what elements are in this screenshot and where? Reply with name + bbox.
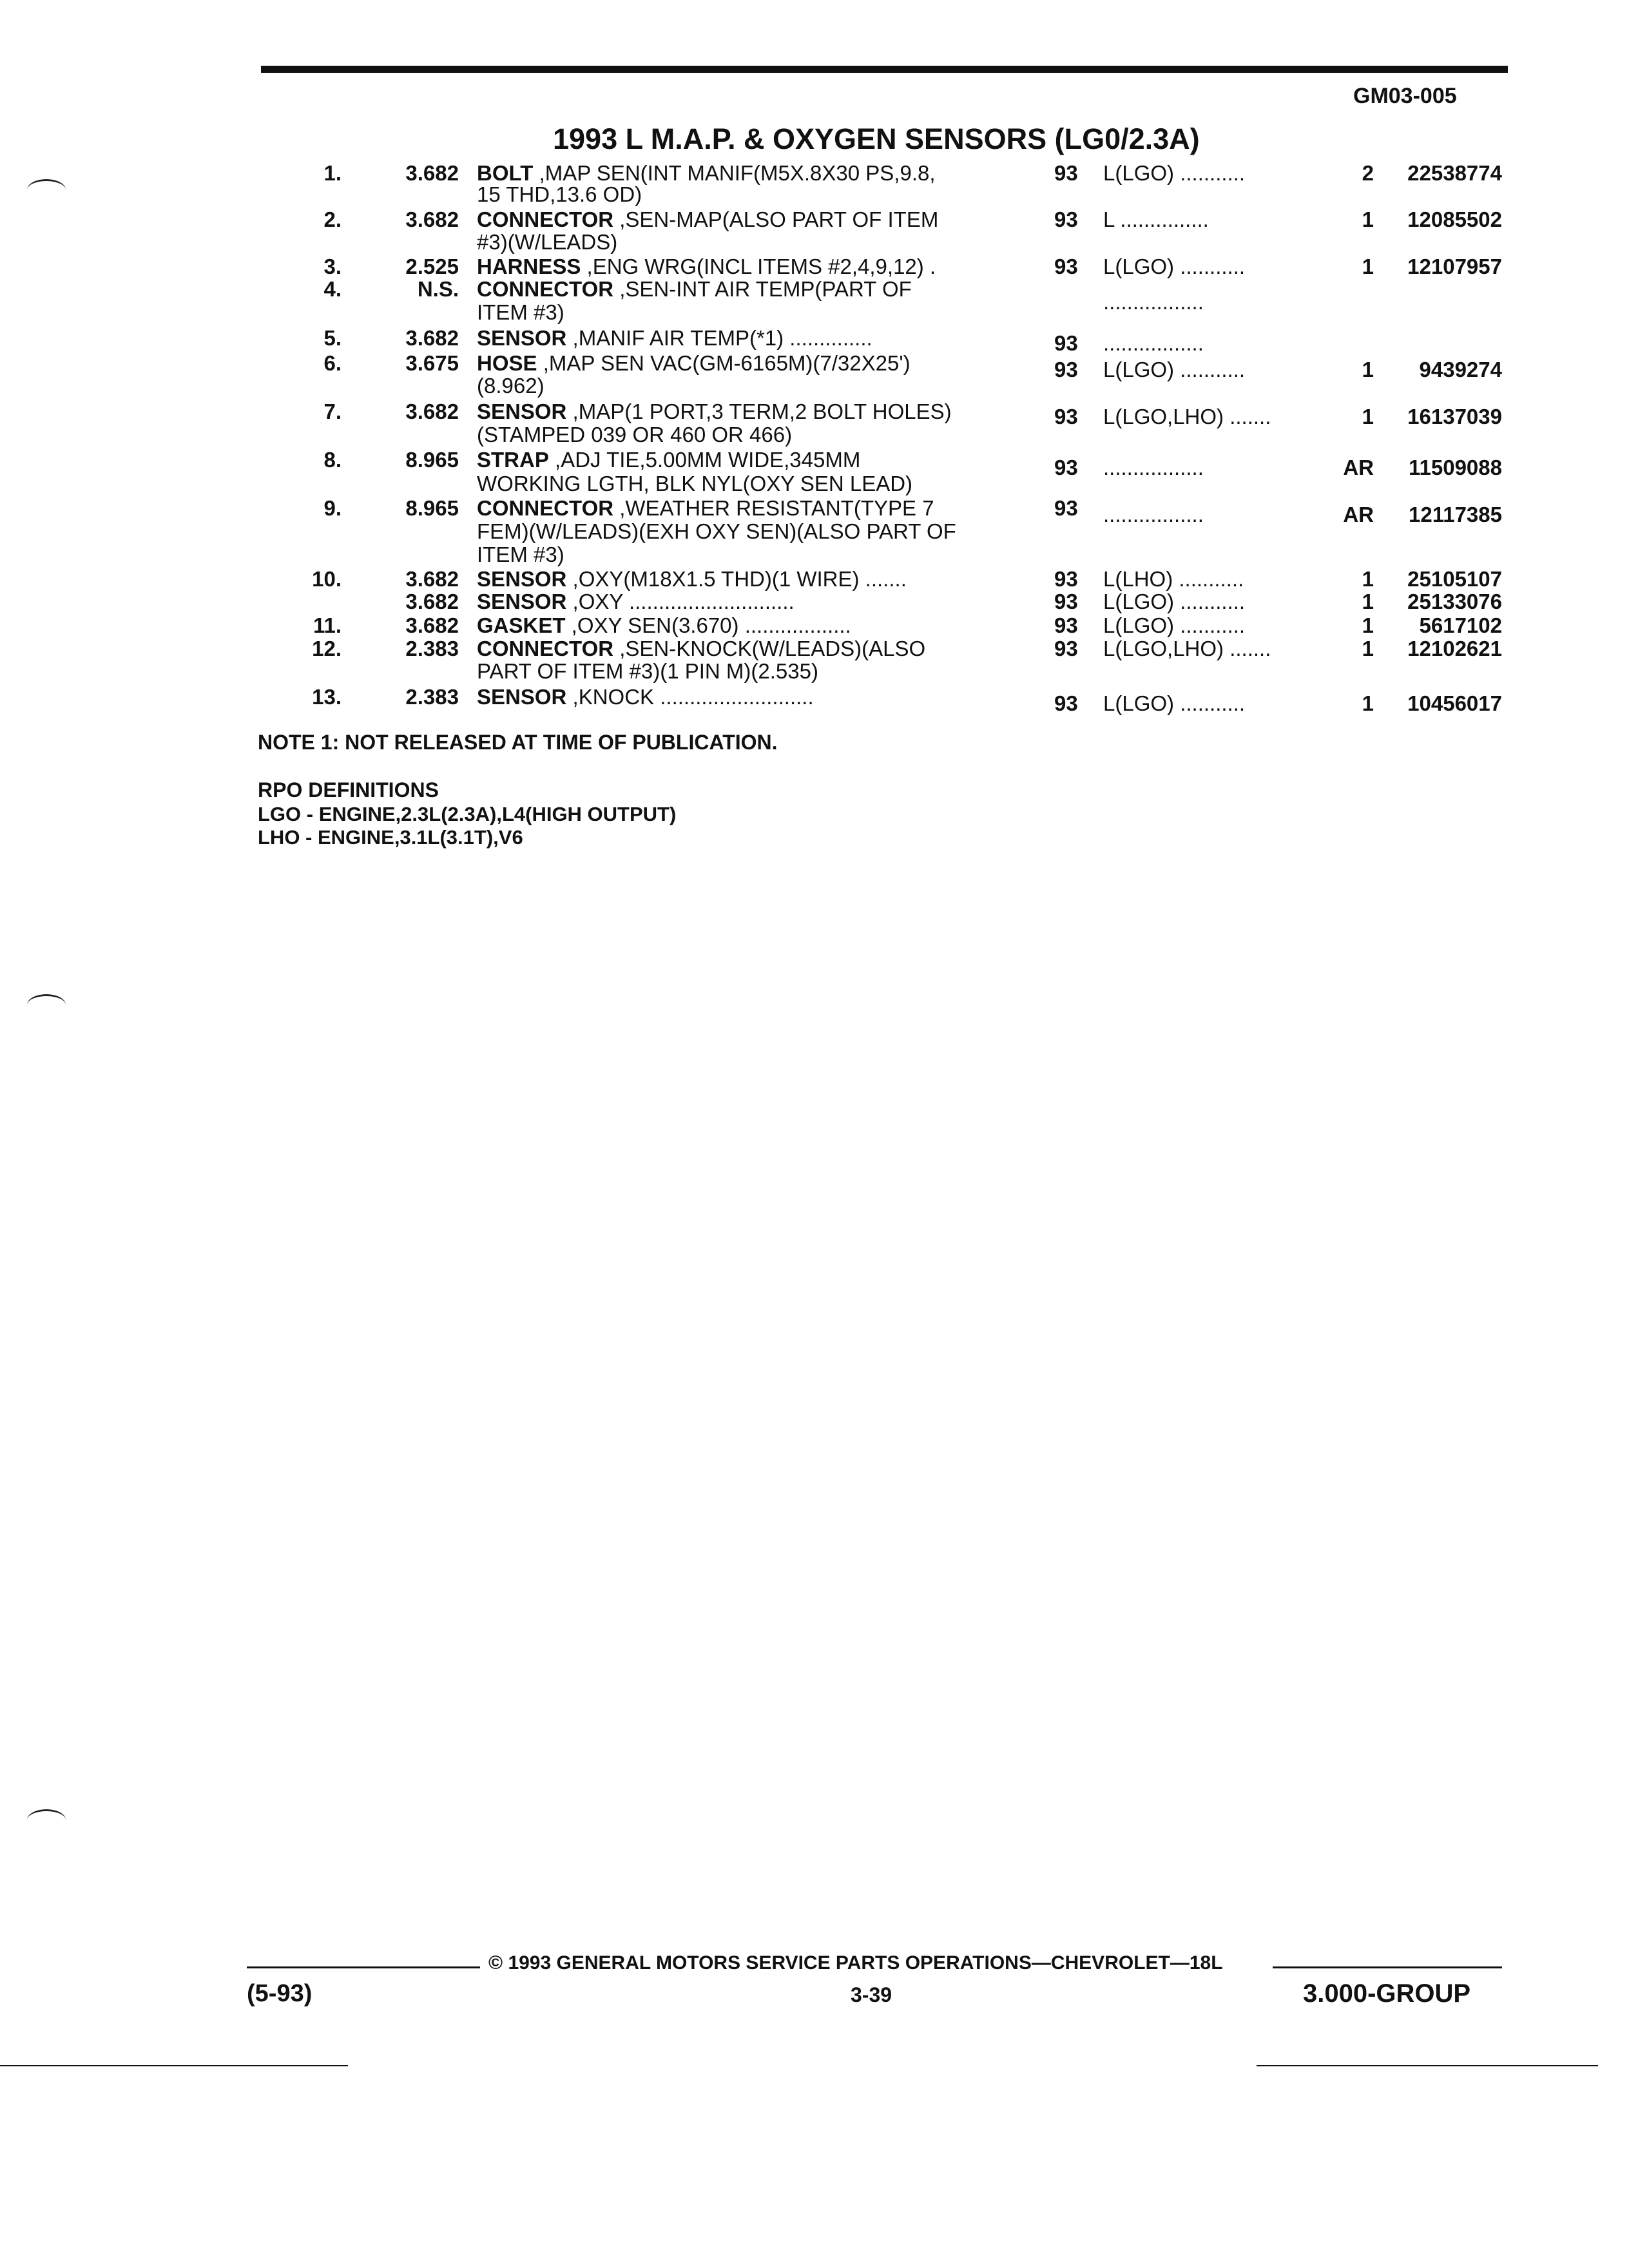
item-number: 3. [323,255,342,278]
item-application: L(LGO,LHO) ....... [1103,405,1271,428]
item-number: 9. [323,496,342,520]
item-description [477,637,925,660]
item-application: L(LGO) ........... [1103,590,1246,613]
item-ref: 2.383 [405,637,459,660]
item-name: CONNECTOR [477,207,614,231]
item-name: GASKET [477,613,566,637]
item-desc-text: ,MAP SEN VAC(GM-6165M)(7/32X25') [537,351,911,375]
item-qty: 1 [1362,637,1374,660]
item-desc-text: ITEM #3) [477,543,564,566]
item-description [477,567,907,591]
item-year: 93 [1054,456,1078,479]
item-number: 1. [323,161,342,185]
item-application: ................. [1103,331,1204,355]
item-name: HARNESS [477,255,581,278]
item-description [477,448,860,472]
item-name: SENSOR [477,590,567,613]
item-name: BOLT [477,161,534,185]
item-desc-text: ,ADJ TIE,5.00MM WIDE,345MM [548,448,861,472]
item-name: SENSOR [477,685,567,709]
item-number: 2. [323,207,342,231]
document-code: GM03-005 [1353,84,1457,108]
item-application: L(LGO) ........... [1103,255,1246,278]
item-qty: AR [1343,456,1374,479]
item-desc-text: FEM)(W/LEADS)(EXH OXY SEN)(ALSO PART OF [477,519,956,543]
item-part-number: 12117385 [1408,503,1502,526]
top-rule [261,66,1508,73]
item-number: 5. [323,326,342,350]
item-name: CONNECTOR [477,277,614,301]
item-description [477,161,936,185]
item-qty: 1 [1362,405,1374,428]
item-description [477,472,912,495]
item-ref: 3.682 [405,613,459,637]
item-qty: 1 [1362,691,1374,715]
footer-rule-right [1273,1966,1502,1968]
item-ref: 3.682 [405,399,459,423]
item-number: 8. [323,448,342,472]
item-part-number: 12102621 [1407,637,1502,660]
item-name: CONNECTOR [477,637,614,660]
item-desc-text: ,WEATHER RESISTANT(TYPE 7 [613,496,934,520]
item-desc-text: PART OF ITEM #3)(1 PIN M)(2.535) [477,659,818,683]
item-qty: AR [1343,503,1374,526]
item-application: L(LGO) ........... [1103,691,1246,715]
item-part-number: 25105107 [1407,567,1502,591]
item-name: SENSOR [477,399,567,423]
group-label: 3.000-GROUP [1303,1979,1471,2008]
item-description [477,659,818,683]
item-description [477,326,872,350]
item-desc-text: ,SEN-MAP(ALSO PART OF ITEM [613,207,939,231]
item-year: 93 [1054,255,1078,278]
bottom-rule [0,2065,348,2066]
item-part-number: 12085502 [1407,207,1502,231]
item-desc-text: ,MAP SEN(INT MANIF(M5X.8X30 PS,9.8, [533,161,936,185]
item-description [477,300,564,324]
item-number: 4. [323,277,342,301]
item-ref: 2.525 [405,255,459,278]
item-part-number: 5617102 [1419,613,1502,637]
item-description [477,374,545,398]
item-description [477,255,936,278]
item-ref: 3.682 [405,207,459,231]
item-desc-text: ,SEN-INT AIR TEMP(PART OF [613,277,912,301]
item-desc-text: (STAMPED 039 OR 460 OR 466) [477,423,793,447]
page-title: 1993 L M.A.P. & OXYGEN SENSORS (LG0/2.3A) [553,122,1200,155]
item-description [477,590,795,613]
revision-date: (5-93) [247,1980,313,2007]
item-desc-text: ,MAP(1 PORT,3 TERM,2 BOLT HOLES) [566,399,952,423]
item-application: L ............... [1103,207,1209,231]
item-application: L(LHO) ........... [1103,567,1244,591]
item-desc-text: ,OXY ............................ [566,590,795,613]
item-description [477,543,564,566]
item-qty: 1 [1362,567,1374,591]
item-application: L(LGO) ........... [1103,613,1246,637]
item-name: SENSOR [477,326,567,350]
item-year: 93 [1054,496,1078,520]
item-year: 93 [1054,613,1078,637]
item-qty: 1 [1362,590,1374,613]
item-ref: N.S. [417,277,459,301]
item-number: 12. [312,637,342,660]
item-application: L(LGO,LHO) ....... [1103,637,1271,660]
item-ref: 8.965 [405,496,459,520]
item-desc-text: ,ENG WRG(INCL ITEMS #2,4,9,12) . [581,255,936,278]
item-desc-text: ,MANIF AIR TEMP(*1) .............. [566,326,872,350]
item-description [477,277,912,301]
item-application: ................. [1103,456,1204,479]
rpo-definition: LGO - ENGINE,2.3L(2.3A),L4(HIGH OUTPUT) [258,803,677,825]
item-ref: 3.682 [405,590,459,613]
item-application: ................. [1103,290,1204,314]
item-desc-text: ,OXY SEN(3.670) .................. [565,613,851,637]
item-year: 93 [1054,405,1078,428]
item-name: STRAP [477,448,549,472]
item-desc-text: ITEM #3) [477,300,564,324]
item-number: 10. [312,567,342,591]
item-desc-text: ,KNOCK .......................... [566,685,814,709]
item-description [477,399,952,423]
item-description [477,496,934,520]
item-application: L(LGO) ........... [1103,161,1246,185]
publication-note: NOTE 1: NOT RELEASED AT TIME OF PUBLICATION. [258,731,778,754]
item-number: 13. [312,685,342,709]
item-number: 11. [313,613,342,637]
item-ref: 8.965 [405,448,459,472]
item-description [477,423,792,447]
item-part-number: 10456017 [1407,691,1502,715]
item-year: 93 [1054,358,1078,381]
item-qty: 1 [1362,613,1374,637]
item-year: 93 [1054,637,1078,660]
item-description [477,207,938,231]
item-desc-text: WORKING LGTH, BLK NYL(OXY SEN LEAD) [477,472,913,495]
item-qty: 1 [1362,358,1374,381]
item-name: HOSE [477,351,537,375]
item-number: 6. [323,351,342,375]
item-number: 7. [323,399,342,423]
item-year: 93 [1054,207,1078,231]
item-desc-text: ,SEN-KNOCK(W/LEADS)(ALSO [613,637,926,660]
item-part-number: 9439274 [1419,358,1502,381]
item-ref: 3.682 [405,567,459,591]
binder-punch-mark [27,1809,66,1831]
rpo-definition: LHO - ENGINE,3.1L(3.1T),V6 [258,826,523,849]
item-description [477,351,911,375]
item-part-number: 16137039 [1407,405,1502,428]
item-ref: 3.682 [405,326,459,350]
item-year: 93 [1054,691,1078,715]
item-description [477,685,814,709]
item-year: 93 [1054,161,1078,185]
footer-rule-left [247,1966,480,1968]
item-desc-text: 15 THD,13.6 OD) [477,182,642,206]
binder-punch-mark [27,179,66,200]
item-description [477,613,851,637]
item-application: L(LGO) ........... [1103,358,1246,381]
item-year: 93 [1054,331,1078,355]
item-part-number: 11509088 [1408,456,1502,479]
copyright-line: © 1993 GENERAL MOTORS SERVICE PARTS OPERATIONS—CHEVROLET—18L [488,1952,1223,1974]
item-application: ................. [1103,503,1204,526]
item-name: CONNECTOR [477,496,614,520]
item-name: SENSOR [477,567,567,591]
item-desc-text: (8.962) [477,374,545,398]
item-ref: 3.675 [405,351,459,375]
item-year: 93 [1054,567,1078,591]
page-number: 3-39 [851,1983,892,2006]
item-qty: 1 [1362,207,1374,231]
item-part-number: 25133076 [1407,590,1502,613]
item-description [477,519,956,543]
item-desc-text: ,OXY(M18X1.5 THD)(1 WIRE) ....... [566,567,907,591]
item-qty: 2 [1362,161,1374,185]
item-ref: 3.682 [405,161,459,185]
item-part-number: 22538774 [1407,161,1502,185]
item-year: 93 [1054,590,1078,613]
item-desc-text: #3)(W/LEADS) [477,230,618,254]
bottom-rule [1257,2065,1598,2066]
item-description [477,230,617,254]
item-qty: 1 [1362,255,1374,278]
binder-punch-mark [27,994,66,1015]
item-part-number: 12107957 [1407,255,1502,278]
item-description [477,182,642,206]
item-ref: 2.383 [405,685,459,709]
rpo-heading: RPO DEFINITIONS [258,778,439,802]
